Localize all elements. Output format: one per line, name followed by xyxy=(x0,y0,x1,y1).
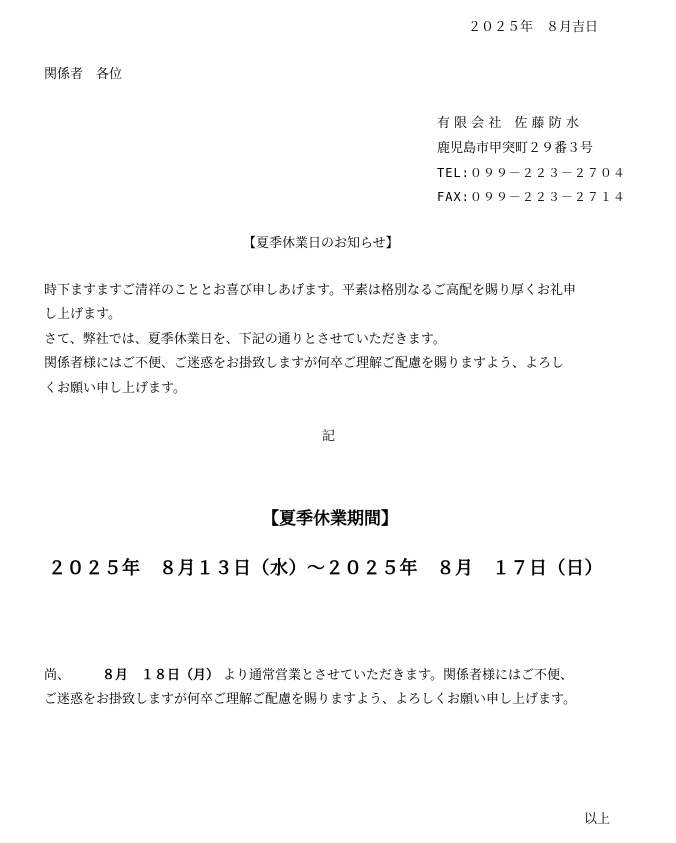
addressee: 関係者 各位 xyxy=(44,67,123,82)
body-line: 時下ますますご清祥のこととお喜び申しあげます。平素は格別なるご高配を賜り厚くお礼申 xyxy=(44,283,576,298)
notice-title: 【夏季休業日のお知らせ】 xyxy=(243,236,399,251)
body-line: さて、弊社では、夏季休業日を、下記の通りとさせていただきます。 xyxy=(44,332,446,347)
period-range: ２０２５年 ８月１３日（水）～２０２５年 ８月 １７日（日） xyxy=(48,558,603,579)
resume-prefix: 尚、 xyxy=(44,668,71,683)
ki-marker: 記 xyxy=(322,429,336,444)
body-line: し上げます。 xyxy=(44,307,121,322)
body-line: 関係者様にはご不便、ご迷惑をお掛致しますが何卒ご理解ご配慮を賜りますよう、よろし xyxy=(44,356,565,371)
document-date: ２０２５年 ８月吉日 xyxy=(468,20,599,35)
period-heading: 【夏季休業期間】 xyxy=(262,509,398,529)
body-line: くお願い申し上げます。 xyxy=(44,381,186,396)
sender-tel: TEL:０９９－２２３－２７０４ xyxy=(437,166,626,180)
sender-address: 鹿児島市甲突町２９番３号 xyxy=(437,141,594,156)
resume-line-2: ご迷惑をお掛致しますが何卒ご理解ご配慮を賜りますよう、よろしくお願い申し上げます。 xyxy=(44,692,576,707)
closing-mark: 以上 xyxy=(584,812,611,827)
resume-rest: より通常営業とさせていただきます。関係者様にはご不便、 xyxy=(223,668,573,683)
sender-fax: FAX:０９９－２２３－２７１４ xyxy=(437,190,626,204)
resume-line xyxy=(44,669,573,682)
resume-date: ８月 １８日（月） xyxy=(102,668,220,683)
sender-company: 有 限 会 社 佐 藤 防 水 xyxy=(437,116,579,131)
